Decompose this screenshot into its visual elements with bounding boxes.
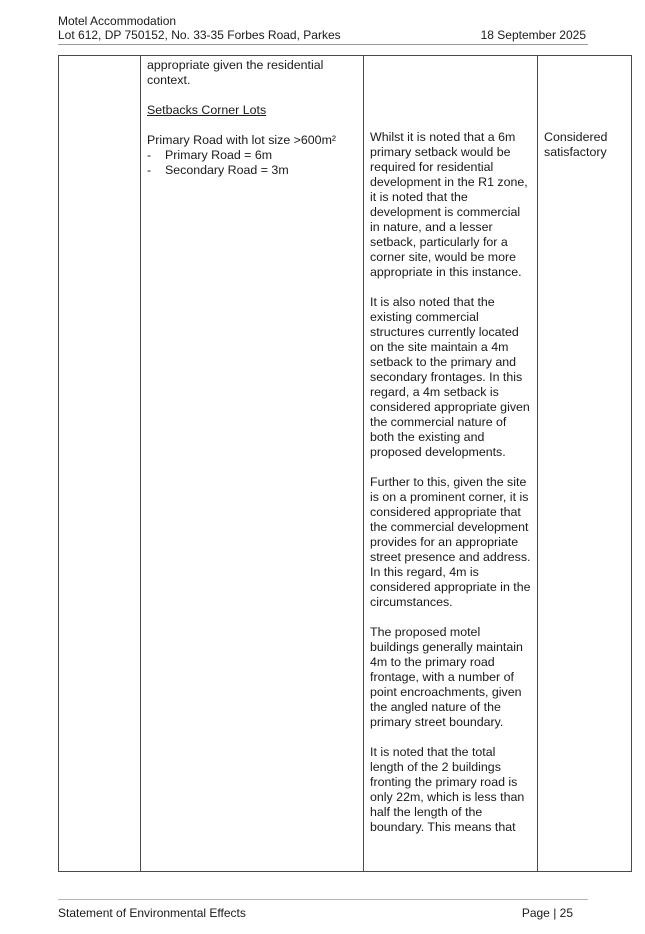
- comment-paragraph: The proposed motel buildings generally maintain 4m to the primary road frontage, with a number of point encroachments, given the angled nature of the primary street boundary.: [370, 625, 523, 729]
- page-number: Page | 25: [521, 906, 573, 920]
- list-item: [147, 148, 357, 163]
- control-text-line: context.: [147, 73, 191, 87]
- comment-cell: [364, 56, 538, 872]
- bullet-text: Primary Road = 6m: [165, 148, 273, 162]
- header-divider: [58, 44, 588, 45]
- bullet-text: Secondary Road = 3m: [165, 163, 289, 177]
- list-item: [147, 163, 357, 178]
- document-date: 18 September 2025: [480, 28, 586, 42]
- document-title: Motel Accommodation: [58, 14, 177, 28]
- control-heading: Setbacks Corner Lots: [147, 103, 267, 117]
- site-address: Lot 612, DP 750152, No. 33-35 Forbes Road, Parkes: [58, 28, 341, 42]
- comment-paragraph: Whilst it is noted that a 6m primary setback would be required for residential development in the R1 zone, it is noted that the development is commercial in nature, and a lesser setback, particularly for a corner site, would be more appropriate in this instance.: [370, 130, 528, 279]
- control-cell: [141, 56, 364, 872]
- assessment-table: [58, 55, 632, 872]
- bullet-marker: -: [147, 148, 152, 162]
- comment-paragraph: It is also noted that the existing commercial structures currently located on the site maintain a 4m setback to the primary and secondary frontages. In this regard, a 4m setback is considered appropriate given the commercial nature of both the existing and proposed developments.: [370, 295, 530, 459]
- compliance-cell: [538, 56, 632, 872]
- control-text-line: appropriate given the residential: [147, 58, 324, 72]
- comment-paragraph: It is noted that the total length of the 2 buildings fronting the primary road is only 22m, which is less than half the length of the boundary. This means that: [370, 745, 525, 834]
- compliance-status: Considered satisfactory: [544, 130, 608, 159]
- clause-cell: [59, 56, 141, 872]
- table-row: [59, 56, 632, 872]
- comment-paragraph: Further to this, given the site is on a prominent corner, it is considered appropriate that the commercial development provides for an appropriate street presence and address. In this regard, 4m is considered appropriate in the circumstances.: [370, 475, 531, 609]
- bullet-marker: -: [147, 163, 152, 177]
- footer-document-name: Statement of Environmental Effects: [58, 906, 246, 920]
- control-requirement: Primary Road with lot size >600m²: [147, 133, 337, 147]
- footer-divider: [58, 899, 588, 900]
